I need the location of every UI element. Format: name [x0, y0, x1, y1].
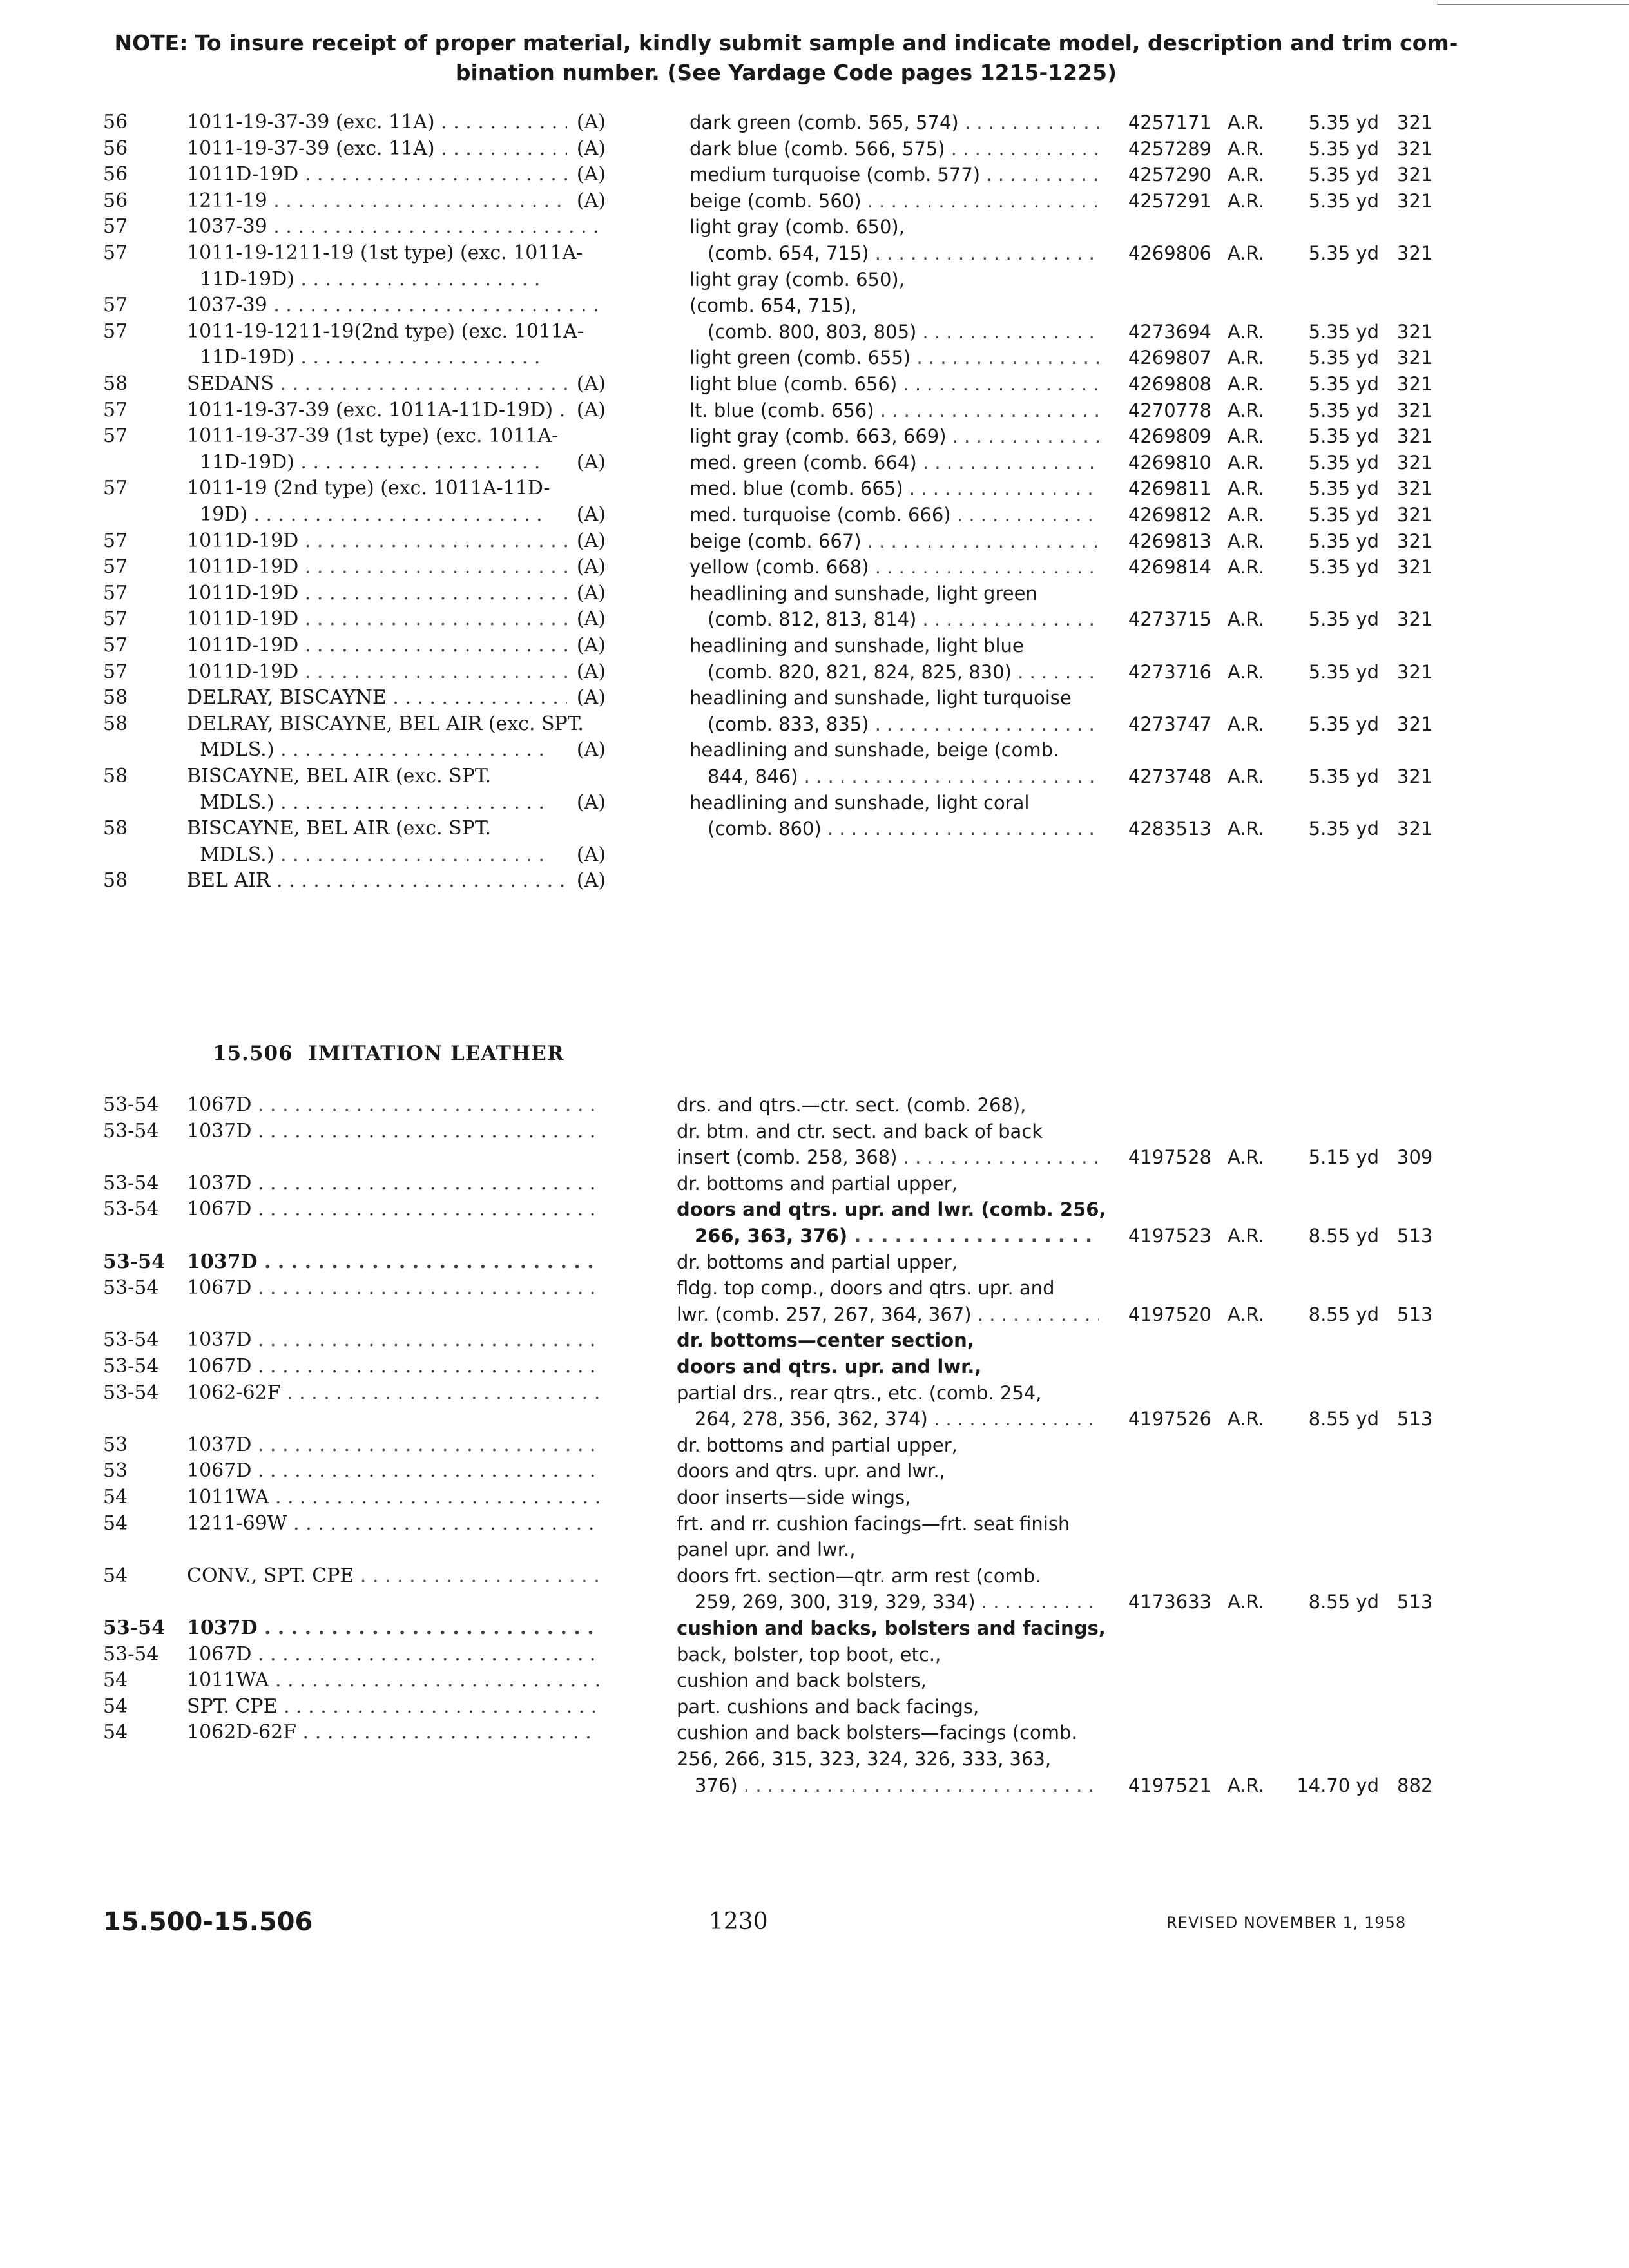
model-name: 1067D . . .: [187, 1092, 599, 1118]
model-name: 1067D . . .: [187, 1642, 599, 1667]
part-unit: A.R.: [1228, 137, 1264, 160]
part-description: light gray (comb. 650),: [689, 216, 905, 238]
model-name: 1011D-19D . . .: [187, 162, 599, 187]
yardage-code: 321: [1397, 504, 1433, 526]
model-name: 1011-19-37-39 (1st type) (exc. 1011A-: [187, 425, 559, 448]
part-unit: A.R.: [1228, 111, 1264, 133]
part-description: fldg. top comp., doors and qtrs. upr. and: [677, 1277, 1055, 1300]
model-year: 54: [103, 1512, 128, 1535]
yardage-code: 321: [1397, 242, 1433, 264]
part-description: light gray (comb. 650),: [689, 268, 905, 291]
part-description: 259, 269, 300, 319, 329, 334) . . .: [695, 1589, 1099, 1615]
part-description: (comb. 812, 813, 814) . . .: [708, 606, 1099, 632]
model-name: 1067D . . .: [187, 1196, 599, 1222]
model-year: 53-54: [103, 1276, 159, 1300]
model-name: 1011D-19D . . .: [187, 581, 599, 606]
part-description: (comb. 833, 835) . . .: [708, 711, 1099, 737]
model-name: 1211-69W . . .: [187, 1511, 599, 1537]
model-name: 1037-39 . . .: [187, 293, 599, 318]
part-unit: A.R.: [1228, 451, 1264, 474]
part-unit: A.R.: [1228, 1303, 1264, 1325]
model-year: 57: [103, 634, 128, 657]
part-number: 4269809: [1102, 423, 1211, 449]
part-description: (comb. 800, 803, 805) . . .: [708, 319, 1099, 345]
yardage-code: 321: [1397, 530, 1433, 552]
model-name: 1067D . . .: [187, 1275, 599, 1301]
yardage-code: 321: [1397, 660, 1433, 683]
model-year: 53-54: [103, 1198, 159, 1221]
part-number: 4273747: [1102, 711, 1211, 737]
note-header: [103, 28, 1469, 88]
model-name: 1011WA . . .: [187, 1485, 599, 1510]
model-name: 1037D . . .: [187, 1327, 599, 1353]
part-unit: A.R.: [1228, 504, 1264, 526]
part-price: 5.35 yd: [1308, 425, 1379, 448]
part-description: panel upr. and lwr.,: [677, 1539, 856, 1561]
part-price: 5.35 yd: [1308, 556, 1379, 579]
model-year: 57: [103, 425, 128, 448]
model-name-continued: 11D-19D) . . .: [200, 450, 548, 476]
model-name: BISCAYNE, BEL AIR (exc. SPT.: [187, 765, 492, 787]
top-edge-rule: [1437, 4, 1629, 5]
yardage-code: 321: [1397, 164, 1433, 186]
model-suffix: (A): [567, 868, 606, 894]
model-year: 53-54: [103, 1119, 159, 1142]
model-name: 1011D-19D . . .: [187, 659, 599, 685]
model-name: DELRAY, BISCAYNE . . .: [187, 685, 599, 711]
part-unit: A.R.: [1228, 1591, 1264, 1613]
yardage-code: 321: [1397, 347, 1433, 369]
part-price: 5.35 yd: [1308, 111, 1379, 133]
footer-section-range: 15.500-15.506: [103, 1907, 313, 1937]
part-price: 5.35 yd: [1308, 818, 1379, 840]
part-unit: A.R.: [1228, 477, 1264, 500]
model-name: SEDANS . . .: [187, 371, 599, 397]
part-unit: A.R.: [1228, 347, 1264, 369]
part-description: med. blue (comb. 665) . . .: [689, 476, 1099, 501]
part-price: 5.35 yd: [1308, 137, 1379, 160]
model-name-continued: MDLS.) . . .: [200, 790, 548, 816]
model-name: SPT. CPE . . .: [187, 1694, 599, 1720]
model-suffix: (A): [567, 554, 606, 580]
part-number: 4273694: [1102, 319, 1211, 345]
model-year: 57: [103, 242, 128, 264]
part-number: 4197523: [1102, 1223, 1211, 1249]
part-number: 4270778: [1102, 398, 1211, 423]
part-number: 4273748: [1102, 764, 1211, 789]
part-description: dark green (comb. 565, 574) . . .: [689, 110, 1099, 135]
model-name: 1037D . . .: [187, 1432, 599, 1458]
part-description: light gray (comb. 663, 669) . . .: [689, 423, 1099, 449]
model-suffix: (A): [567, 371, 606, 397]
model-year: 53-54: [103, 1642, 159, 1666]
part-unit: A.R.: [1228, 765, 1264, 787]
part-number: 4269807: [1102, 345, 1211, 370]
model-name: 1011-19-1211-19(2nd type) (exc. 1011A-: [187, 320, 584, 343]
part-price: 5.35 yd: [1308, 713, 1379, 735]
model-year: 53-54: [103, 1617, 165, 1639]
yardage-code: 513: [1397, 1225, 1433, 1247]
model-name: 1011D-19D . . .: [187, 528, 599, 554]
part-unit: A.R.: [1228, 608, 1264, 631]
part-description: 256, 266, 315, 323, 324, 326, 333, 363,: [677, 1748, 1052, 1770]
model-year: 53-54: [103, 1171, 159, 1195]
model-name: DELRAY, BISCAYNE, BEL AIR (exc. SPT.: [187, 712, 584, 735]
model-year: 53-54: [103, 1329, 159, 1352]
model-year: 53-54: [103, 1355, 159, 1378]
model-year: 54: [103, 1695, 128, 1718]
part-description: (comb. 860) . . .: [708, 816, 1099, 841]
yardage-code: 513: [1397, 1303, 1433, 1325]
part-description: doors and qtrs. upr. and lwr.,: [677, 1460, 945, 1483]
model-year: 57: [103, 398, 128, 421]
part-unit: A.R.: [1228, 556, 1264, 579]
model-name: 1067D . . .: [187, 1354, 599, 1379]
model-year: 58: [103, 817, 128, 840]
part-description: (comb. 654, 715),: [689, 294, 857, 317]
model-name: 1037D . . .: [187, 1249, 599, 1275]
part-number: 4197520: [1102, 1302, 1211, 1327]
yardage-code: 321: [1397, 399, 1433, 421]
part-description: doors and qtrs. upr. and lwr.,: [677, 1356, 982, 1378]
model-year: 56: [103, 111, 128, 133]
part-unit: A.R.: [1228, 1408, 1264, 1430]
model-year: 58: [103, 765, 128, 787]
model-year: 53-54: [103, 1381, 159, 1404]
part-unit: A.R.: [1228, 320, 1264, 343]
model-year: 57: [103, 581, 128, 604]
part-unit: A.R.: [1228, 1774, 1264, 1796]
footer-revised-date: REVISED NOVEMBER 1, 1958: [1166, 1914, 1407, 1932]
model-name: 1211-19 . . .: [187, 188, 599, 214]
model-name: 1011-19-37-39 (exc. 1011A-11D-19D) . . .: [187, 398, 599, 423]
part-price: 5.35 yd: [1308, 504, 1379, 526]
part-unit: A.R.: [1228, 1225, 1264, 1247]
part-unit: A.R.: [1228, 373, 1264, 395]
part-description: headlining and sunshade, light blue: [689, 635, 1024, 657]
part-description: door inserts—side wings,: [677, 1486, 911, 1508]
model-suffix: (A): [567, 188, 606, 214]
part-unit: A.R.: [1228, 1146, 1264, 1169]
model-name: 1011-19-37-39 (exc. 11A) . . .: [187, 136, 599, 162]
part-price: 5.35 yd: [1308, 242, 1379, 264]
yardage-code: 321: [1397, 477, 1433, 500]
part-description: dr. bottoms—center section,: [677, 1329, 974, 1352]
yardage-code: 321: [1397, 189, 1433, 212]
part-number: 4269810: [1102, 450, 1211, 476]
part-description: cushion and backs, bolsters and facings,: [677, 1617, 1106, 1639]
part-number: 4257291: [1102, 188, 1211, 214]
model-year: 54: [103, 1564, 128, 1587]
yardage-code: 513: [1397, 1591, 1433, 1613]
part-price: 5.35 yd: [1308, 399, 1379, 421]
note-line-2: bination number. (See Yardage Code pages 1215-1225): [455, 60, 1117, 85]
part-description: cushion and back bolsters,: [677, 1669, 927, 1692]
model-suffix: (A): [567, 450, 606, 476]
model-name: 1011WA . . .: [187, 1667, 599, 1693]
yardage-code: 882: [1397, 1774, 1433, 1796]
part-description: yellow (comb. 668) . . .: [689, 554, 1099, 580]
part-description: light green (comb. 655) . . .: [689, 345, 1099, 370]
part-unit: A.R.: [1228, 818, 1264, 840]
part-description: insert (comb. 258, 368) . . .: [677, 1144, 1099, 1170]
part-unit: A.R.: [1228, 660, 1264, 683]
model-name: CONV., SPT. CPE . . .: [187, 1563, 599, 1589]
part-description: doors and qtrs. upr. and lwr. (comb. 256,: [677, 1198, 1106, 1221]
part-description: partial drs., rear qtrs., etc. (comb. 254,: [677, 1381, 1042, 1404]
part-description: light blue (comb. 656) . . .: [689, 371, 1099, 397]
part-description: 266, 363, 376) . . .: [695, 1223, 1099, 1249]
part-price: 8.55 yd: [1308, 1408, 1379, 1430]
part-unit: A.R.: [1228, 164, 1264, 186]
model-name: BEL AIR . . .: [187, 868, 599, 894]
part-description: 264, 278, 356, 362, 374) . . .: [695, 1406, 1099, 1432]
part-price: 5.35 yd: [1308, 164, 1379, 186]
part-price: 14.70 yd: [1296, 1774, 1379, 1796]
model-suffix: (A): [567, 581, 606, 606]
model-name: 1011-19-37-39 (exc. 11A) . . .: [187, 110, 599, 135]
part-price: 5.35 yd: [1308, 320, 1379, 343]
yardage-code: 321: [1397, 713, 1433, 735]
part-description: part. cushions and back facings,: [677, 1695, 979, 1718]
part-unit: A.R.: [1228, 399, 1264, 421]
model-year: 57: [103, 294, 128, 317]
model-year: 57: [103, 660, 128, 683]
model-name: 1011D-19D . . .: [187, 633, 599, 658]
model-name-continued: 19D) . . .: [200, 502, 548, 528]
model-name: 1011D-19D . . .: [187, 554, 599, 580]
part-description: dr. btm. and ctr. sect. and back of back: [677, 1120, 1043, 1142]
model-name: 1062D-62F . . .: [187, 1720, 599, 1745]
part-number: 4197526: [1102, 1406, 1211, 1432]
model-name-continued: 11D-19D) . . .: [200, 345, 548, 370]
yardage-code: 513: [1397, 1408, 1433, 1430]
model-name: 1011-19 (2nd type) (exc. 1011A-11D-: [187, 477, 550, 500]
yardage-code: 321: [1397, 818, 1433, 840]
model-name-continued: MDLS.) . . .: [200, 842, 548, 868]
part-number: 4269811: [1102, 476, 1211, 501]
model-suffix: (A): [567, 737, 606, 763]
part-description: beige (comb. 667) . . .: [689, 528, 1099, 554]
yardage-code: 321: [1397, 137, 1433, 160]
model-year: 54: [103, 1669, 128, 1692]
model-suffix: (A): [567, 606, 606, 632]
part-unit: A.R.: [1228, 189, 1264, 212]
yardage-code: 321: [1397, 451, 1433, 474]
model-suffix: (A): [567, 790, 606, 816]
part-description: dr. bottoms and partial upper,: [677, 1172, 958, 1195]
part-price: 5.35 yd: [1308, 660, 1379, 683]
model-year: 53: [103, 1433, 128, 1456]
part-price: 5.35 yd: [1308, 347, 1379, 369]
model-suffix: (A): [567, 842, 606, 868]
model-suffix: (A): [567, 685, 606, 711]
part-number: 4257171: [1102, 110, 1211, 135]
model-year: 58: [103, 712, 128, 735]
model-year: 57: [103, 555, 128, 579]
part-unit: A.R.: [1228, 242, 1264, 264]
model-name: 1037D . . .: [187, 1615, 599, 1641]
footer-page-number: 1230: [709, 1908, 768, 1935]
model-name-continued: 11D-19D) . . .: [200, 267, 548, 293]
part-number: 4257290: [1102, 162, 1211, 187]
part-description: doors frt. section—qtr. arm rest (comb.: [677, 1564, 1041, 1587]
part-number: 4283513: [1102, 816, 1211, 841]
yardage-code: 321: [1397, 556, 1433, 579]
part-description: med. turquoise (comb. 666) . . .: [689, 502, 1099, 528]
part-price: 5.35 yd: [1308, 765, 1379, 787]
model-suffix: (A): [567, 110, 606, 135]
yardage-code: 321: [1397, 320, 1433, 343]
part-description: lt. blue (comb. 656) . . .: [689, 398, 1099, 423]
part-price: 8.55 yd: [1308, 1591, 1379, 1613]
model-year: 57: [103, 215, 128, 238]
yardage-code: 321: [1397, 765, 1433, 787]
model-name: 1011-19-1211-19 (1st type) (exc. 1011A-: [187, 242, 583, 264]
section-name: IMITATION LEATHER: [308, 1042, 564, 1065]
part-description: cushion and back bolsters—facings (comb.: [677, 1722, 1077, 1744]
part-number: 4269814: [1102, 554, 1211, 580]
model-year: 53: [103, 1459, 128, 1483]
part-price: 5.35 yd: [1308, 608, 1379, 631]
model-suffix: (A): [567, 136, 606, 162]
model-year: 57: [103, 477, 128, 500]
model-year: 53-54: [103, 1250, 165, 1273]
yardage-code: 321: [1397, 608, 1433, 631]
model-name: 1037D . . .: [187, 1119, 599, 1144]
yardage-code: 321: [1397, 111, 1433, 133]
part-description: 376) . . .: [695, 1773, 1099, 1798]
model-name: 1067D . . .: [187, 1458, 599, 1484]
part-description: beige (comb. 560) . . .: [689, 188, 1099, 214]
model-year: 58: [103, 686, 128, 709]
model-year: 53-54: [103, 1093, 159, 1116]
part-number: 4197528: [1102, 1144, 1211, 1170]
model-name: 1011D-19D . . .: [187, 606, 599, 632]
model-year: 57: [103, 320, 128, 343]
part-price: 5.15 yd: [1308, 1146, 1379, 1169]
model-year: 58: [103, 869, 128, 892]
part-description: lwr. (comb. 257, 267, 364, 367) . . .: [677, 1302, 1099, 1327]
yardage-code: 309: [1397, 1146, 1433, 1169]
part-description: frt. and rr. cushion facings—frt. seat finish: [677, 1512, 1070, 1535]
model-year: 57: [103, 608, 128, 631]
part-description: dark blue (comb. 566, 575) . . .: [689, 136, 1099, 162]
part-number: 4269813: [1102, 528, 1211, 554]
model-year: 57: [103, 529, 128, 552]
model-suffix: (A): [567, 659, 606, 685]
model-name-continued: MDLS.) . . .: [200, 737, 548, 763]
part-price: 5.35 yd: [1308, 530, 1379, 552]
part-price: 5.35 yd: [1308, 477, 1379, 500]
section-title: [213, 1042, 564, 1065]
part-description: 844, 846) . . .: [708, 764, 1099, 789]
part-description: headlining and sunshade, light coral: [689, 791, 1030, 814]
model-year: 56: [103, 163, 128, 186]
part-description: headlining and sunshade, light turquoise: [689, 687, 1072, 709]
part-price: 5.35 yd: [1308, 373, 1379, 395]
model-year: 54: [103, 1486, 128, 1508]
part-unit: A.R.: [1228, 530, 1264, 552]
model-suffix: (A): [567, 528, 606, 554]
model-name: 1062-62F . . .: [187, 1380, 599, 1406]
part-description: med. green (comb. 664) . . .: [689, 450, 1099, 476]
part-price: 8.55 yd: [1308, 1303, 1379, 1325]
section-number: 15.506: [213, 1042, 293, 1065]
part-number: 4197521: [1102, 1773, 1211, 1798]
model-year: 54: [103, 1721, 128, 1744]
part-unit: A.R.: [1228, 425, 1264, 448]
model-suffix: (A): [567, 633, 606, 658]
part-price: 5.35 yd: [1308, 451, 1379, 474]
part-number: 4273715: [1102, 606, 1211, 632]
model-year: 56: [103, 189, 128, 212]
yardage-code: 321: [1397, 425, 1433, 448]
part-price: 5.35 yd: [1308, 189, 1379, 212]
part-description: drs. and qtrs.—ctr. sect. (comb. 268),: [677, 1094, 1027, 1116]
part-price: 8.55 yd: [1308, 1225, 1379, 1247]
part-description: headlining and sunshade, beige (comb.: [689, 739, 1059, 762]
yardage-code: 321: [1397, 373, 1433, 395]
part-number: 4269812: [1102, 502, 1211, 528]
model-suffix: (A): [567, 162, 606, 187]
part-description: headlining and sunshade, light green: [689, 582, 1037, 604]
model-suffix: (A): [567, 502, 606, 528]
part-number: 4173633: [1102, 1589, 1211, 1615]
part-description: medium turquoise (comb. 577) . . .: [689, 162, 1099, 187]
part-description: dr. bottoms and partial upper,: [677, 1251, 958, 1273]
model-suffix: (A): [567, 398, 606, 423]
model-year: 58: [103, 372, 128, 395]
part-number: 4257289: [1102, 136, 1211, 162]
model-name: BISCAYNE, BEL AIR (exc. SPT.: [187, 817, 492, 840]
note-line-1: NOTE: To insure receipt of proper material, kindly submit sample and indicate model, description and trim com-: [114, 30, 1458, 55]
part-number: 4269808: [1102, 371, 1211, 397]
part-number: 4269806: [1102, 240, 1211, 266]
part-description: back, bolster, top boot, etc.,: [677, 1643, 941, 1666]
part-description: (comb. 654, 715) . . .: [708, 240, 1099, 266]
part-description: (comb. 820, 821, 824, 825, 830) . . .: [708, 659, 1099, 685]
part-description: dr. bottoms and partial upper,: [677, 1434, 958, 1456]
part-unit: A.R.: [1228, 713, 1264, 735]
model-year: 56: [103, 137, 128, 160]
part-number: 4273716: [1102, 659, 1211, 685]
model-name: 1037-39 . . .: [187, 214, 599, 240]
model-name: 1037D . . .: [187, 1171, 599, 1196]
